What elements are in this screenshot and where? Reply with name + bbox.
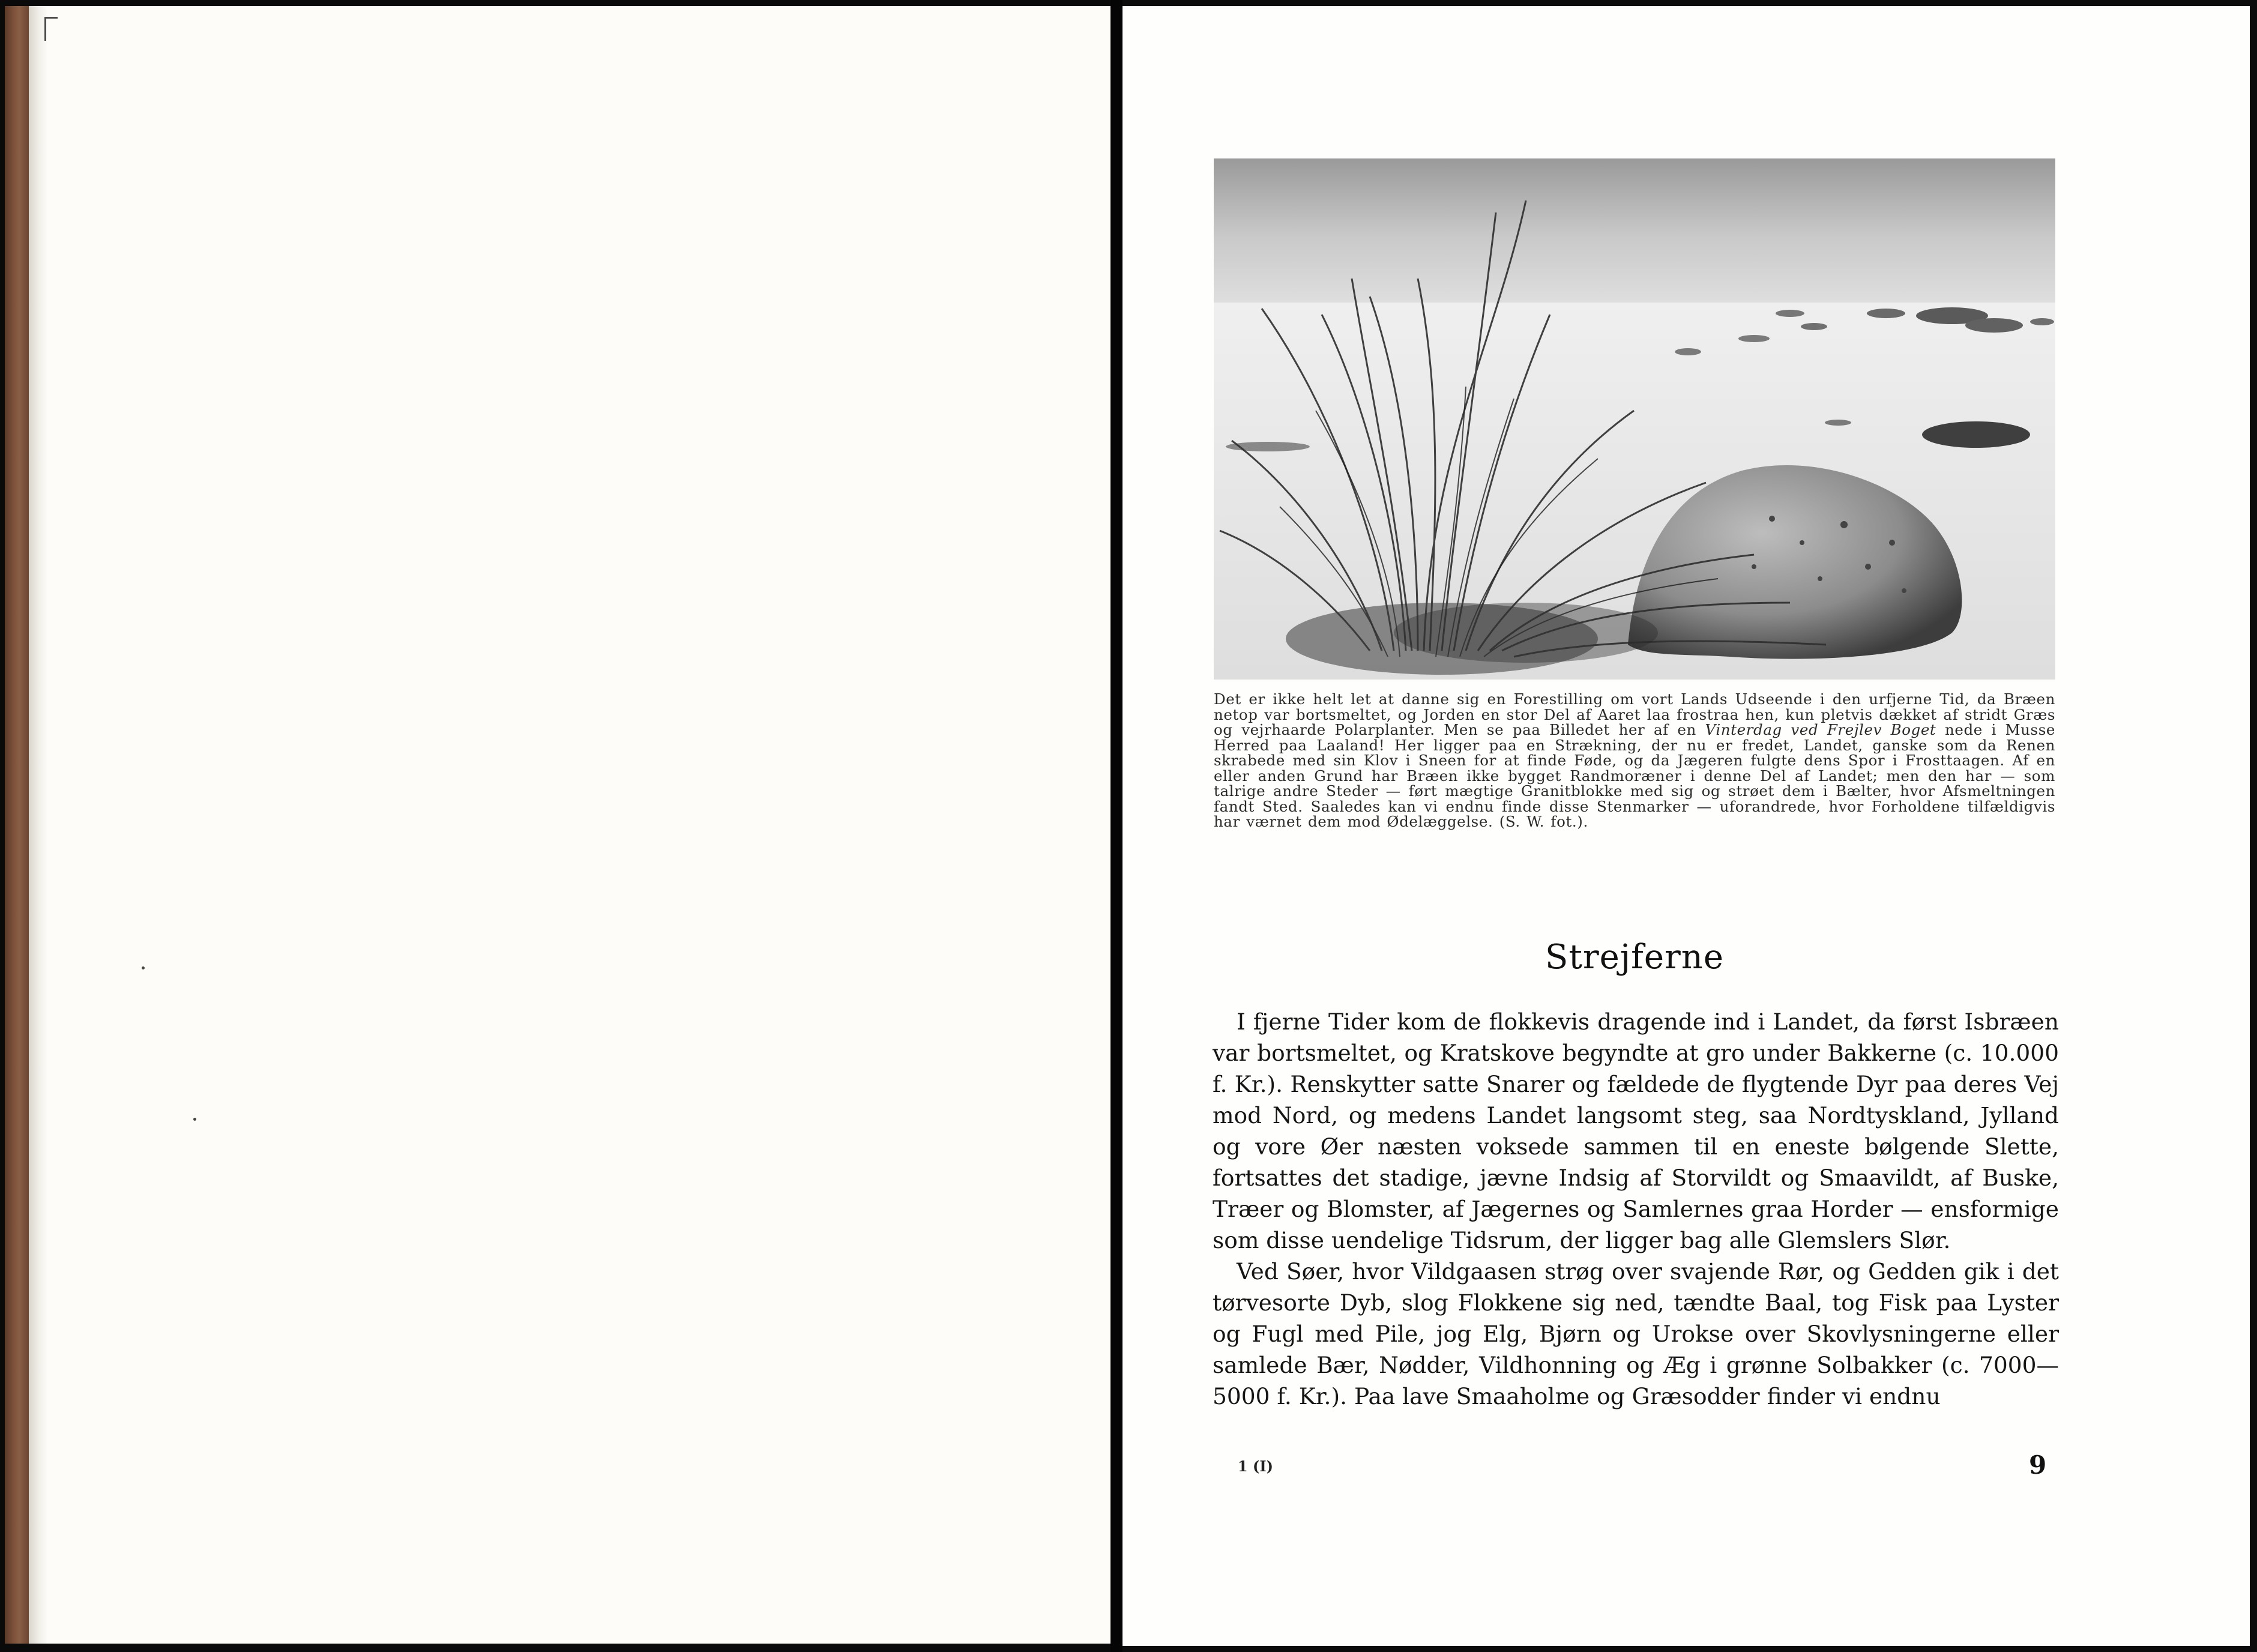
paper-speck <box>193 1118 196 1121</box>
winter-landscape-photo <box>1214 158 2055 680</box>
paragraph: I fjerne Tider kom de flokkevis dragende ind i Landet, da først Isbræen var bortsmeltet, og Kratskove begyndte at gro under Bakkerne (c. 10.000 f. Kr.). Renskytter satte Snarer og fældede de flygtende Dyr paa deres Vej mod Nord, og medens Landet langsomt steg, saa Nordtyskland, Jylland og vore Øer næsten voksede sammen til en eneste bølgende Slette, fortsattes det stadige, jævne Indsig af Storvildt og Smaavildt, af Buske, Træer og Blomster, af Jægernes og Samlernes graa Horder — ensformige som disse uendelige Tidsrum, der ligger bag alle Glemslers Slør. <box>1213 1008 2059 1253</box>
signature-mark: 1 (I) <box>1238 1458 1273 1475</box>
caption-text-end: nede i Musse Herred paa Laaland! Her ligger paa en Strækning, der nu er fredet, Landet, ganske som da Renen skrabede med sin Klov i Sneen for at finde Føde, og da Jægeren fulgte dens Spor i Frosttaagen. Af en eller anden Grund har Bræen ikke bygget Randmoræner i denne Del af Landet; men den har — som talrige andre Steder — ført mægtige Granitblokke med sig og strøet dem i Bælter, hvor Afsmeltningen fandt Sted. Saaledes kan vi endnu finde disse Stenmarker — uforandrede, hvor Forholdene tilfældigvis har værnet dem mod Ødelæggelse. (S. W. fot.). <box>1214 721 2055 830</box>
chapter-title: Strejferne <box>1545 938 1724 977</box>
book-spine-edge <box>5 6 29 1644</box>
right-page <box>1122 6 2250 1646</box>
caption-text-start: Det er ikke helt let at danne sig en Forestilling om vort Lands Udseende i den urfjerne Tid, da Bræen netop var bortsmeltet, og Jorden en stor Del af Aaret laa frostraa hen, kun pletvis dækket af stridt Græs og vejrhaarde Polarplanter. Men se paa Billedet her af en <box>1214 690 2055 738</box>
paragraph: Ved Søer, hvor Vildgaasen strøg over svajende Rør, og Gedden gik i det tørvesorte Dyb, slog Flokkene sig ned, tændte Baal, tog Fisk paa Lyster og Fugl med Pile, jog Elg, Bjørn og Urokse over Skovlysningerne eller samlede Bær, Nødder, Vildhonning og Æg i grønne Solbakker (c. 7000—5000 f. Kr.). Paa lave Smaaholme og Græsodder finder vi endnu <box>1213 1258 2059 1409</box>
caption-italic-title: Vinterdag ved Frejlev Boget <box>1705 721 1936 738</box>
corner-crop-mark <box>44 17 58 41</box>
photo-caption <box>1214 692 2055 830</box>
gutter-shadow <box>1110 0 1122 1652</box>
left-page <box>0 0 1116 1652</box>
photo-illustration <box>1214 158 2055 680</box>
blank-left-sheet <box>47 6 1110 1644</box>
paper-speck <box>142 966 145 969</box>
page-edge-shadow <box>29 6 47 1644</box>
body-text <box>1213 1006 2059 1412</box>
page-number: 9 <box>2029 1450 2047 1480</box>
